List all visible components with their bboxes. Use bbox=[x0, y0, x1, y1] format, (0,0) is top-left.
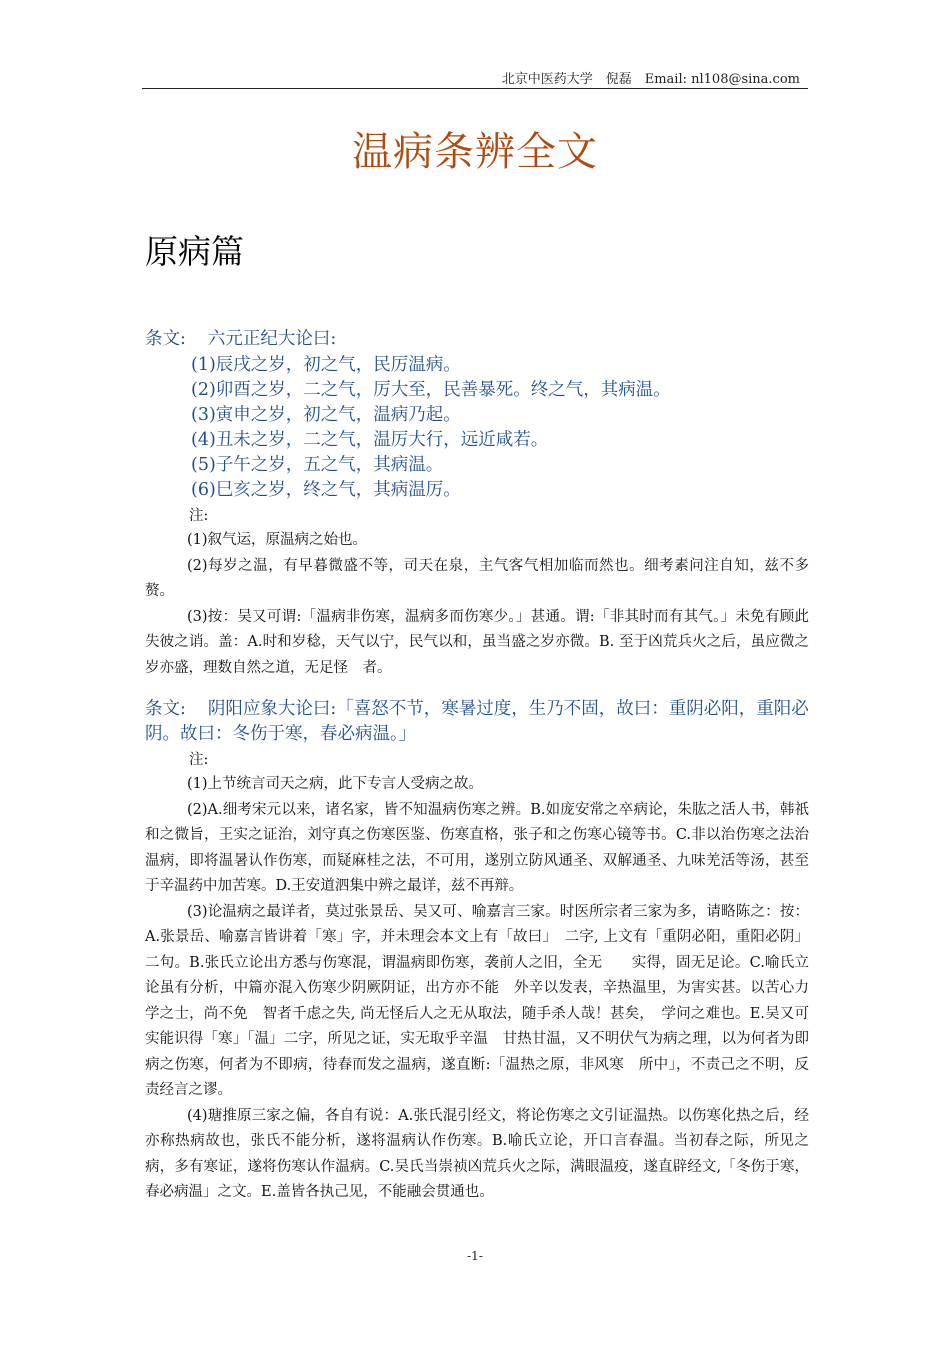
article-text bbox=[145, 697, 809, 747]
verse-line: (1)辰戌之岁，初之气，民厉温病。 bbox=[191, 355, 461, 375]
header-rule bbox=[142, 88, 808, 89]
note-paragraph: (3)按：吴又可谓:「温病非伤寒，温病多而伤寒少。」甚通。谓:「非其时而有其气。」未免有顾此失彼之诮。盖：A.时和岁稔，天气以宁，民气以和，虽当盛之岁亦微。B. 至于凶荒兵火之后，虽应微之岁亦盛，理数自然之道，无足怪 者。 bbox=[145, 608, 809, 676]
article-body: 六元正纪大论曰: bbox=[207, 329, 337, 349]
article-label: 条文: bbox=[145, 329, 186, 349]
article-label: 条文: bbox=[145, 699, 186, 719]
note-paragraph: (2)A.细考宋元以来，诸名家，皆不知温病伤寒之辨。B.如庞安常之卒病论，朱肱之活人书，韩祇和之微旨，王实之证治，刘守真之伤寒医鉴、伤寒直格，张子和之伤寒心镜等书。C.非以治伤寒之法治温病，即将温暑认作伤寒，而疑麻桂之法，不可用，遂别立防风通圣、双解通圣、九味羌活等汤，甚至于辛温药中加苦寒。D.王安道泗集中辨之最详，兹不再辩。 bbox=[145, 801, 809, 894]
verse-line: (3)寅申之岁，初之气，温病乃起。 bbox=[191, 405, 461, 425]
note-label: 注: bbox=[189, 508, 209, 524]
header-text: 北京中医药大学 倪磊 Email: nl108@sina.com bbox=[501, 72, 800, 87]
article-body: 阴阳应象大论曰:「喜怒不节，寒暑过度，生乃不固，故曰：重阴必阳，重阳必阴。故曰：冬伤于寒，春必病温。」 bbox=[145, 699, 809, 744]
verse-line: (6)巳亥之岁，终之气，其病温厉。 bbox=[191, 480, 461, 500]
verse-line: (5)子午之岁，五之气，其病温。 bbox=[191, 455, 444, 475]
note-paragraph: (4)瑭推原三家之偏，各自有说：A.张氏混引经文，将论伤寒之文引证温热。以伤寒化热之后，经亦称热病故也，张氏不能分析，遂将温病认作伤寒。B.喻氏立论，开口言春温。当初春之际，所见之病，多有寒证，遂将伤寒认作温病。C.吴氏当崇祯凶荒兵火之际，满眼温疫，遂直辟经文,「冬伤于寒，春必病温」之文。E.盖皆各执己见，不能融会贯通也。 bbox=[145, 1107, 809, 1200]
document-title: 温病条辨全文 bbox=[352, 129, 598, 175]
note-paragraph: (3)论温病之最详者，莫过张景岳、吴又可、喻嘉言三家。时医所宗者三家为多，请略陈之：按：A.张景岳、喻嘉言皆讲着「寒」字，并未理会本文上有「故曰」 二字, 上文有「重阴必阳，重阳必阴」二句。B.张氏立论出方悉与伤寒混，谓温病即伤寒，袭前人之旧，全无 实得，固无足论。C.喻氏立论虽有分析，中篇亦混入伤寒少阴厥阴证，出方亦不能 外辛以发表，辛热温里，为害实甚。以苦心力学之士，尚不免 智者千虑之失, 尚无怪后人之无从取法，随手杀人哉！甚矣， 学问之难也。E.吴又可实能识得「寒」「温」二字，所见之证，实无取乎辛温 甘热甘温，又不明伏气为病之理，以为何者为即病之伤寒，何者为不即病，待春而发之温病，遂直断:「温热之原，非风寒 所中」，不责己之不明，反责经言之谬。 bbox=[145, 903, 809, 1098]
verse-line: (4)丑未之岁，二之气，温厉大行，远近咸若。 bbox=[191, 430, 549, 450]
article-text bbox=[145, 327, 809, 352]
note-paragraph: (1)叙气运，原温病之始也。 bbox=[187, 532, 368, 548]
note-label: 注: bbox=[189, 752, 209, 768]
note-paragraph: (1)上节统言司天之病，此下专言人受病之故。 bbox=[187, 776, 484, 792]
section-heading: 原病篇 bbox=[145, 232, 244, 271]
page-number: -1- bbox=[467, 1249, 483, 1263]
note-paragraph: (2)每岁之温，有早暮微盛不等，司天在泉，主气客气相加临而然也。细考素问注自知，兹不多赘。 bbox=[145, 557, 809, 599]
verse-line: (2)卯酉之岁，二之气，厉大至，民善暴死。终之气，其病温。 bbox=[191, 380, 671, 400]
content bbox=[145, 327, 809, 1206]
spacer bbox=[145, 681, 809, 697]
